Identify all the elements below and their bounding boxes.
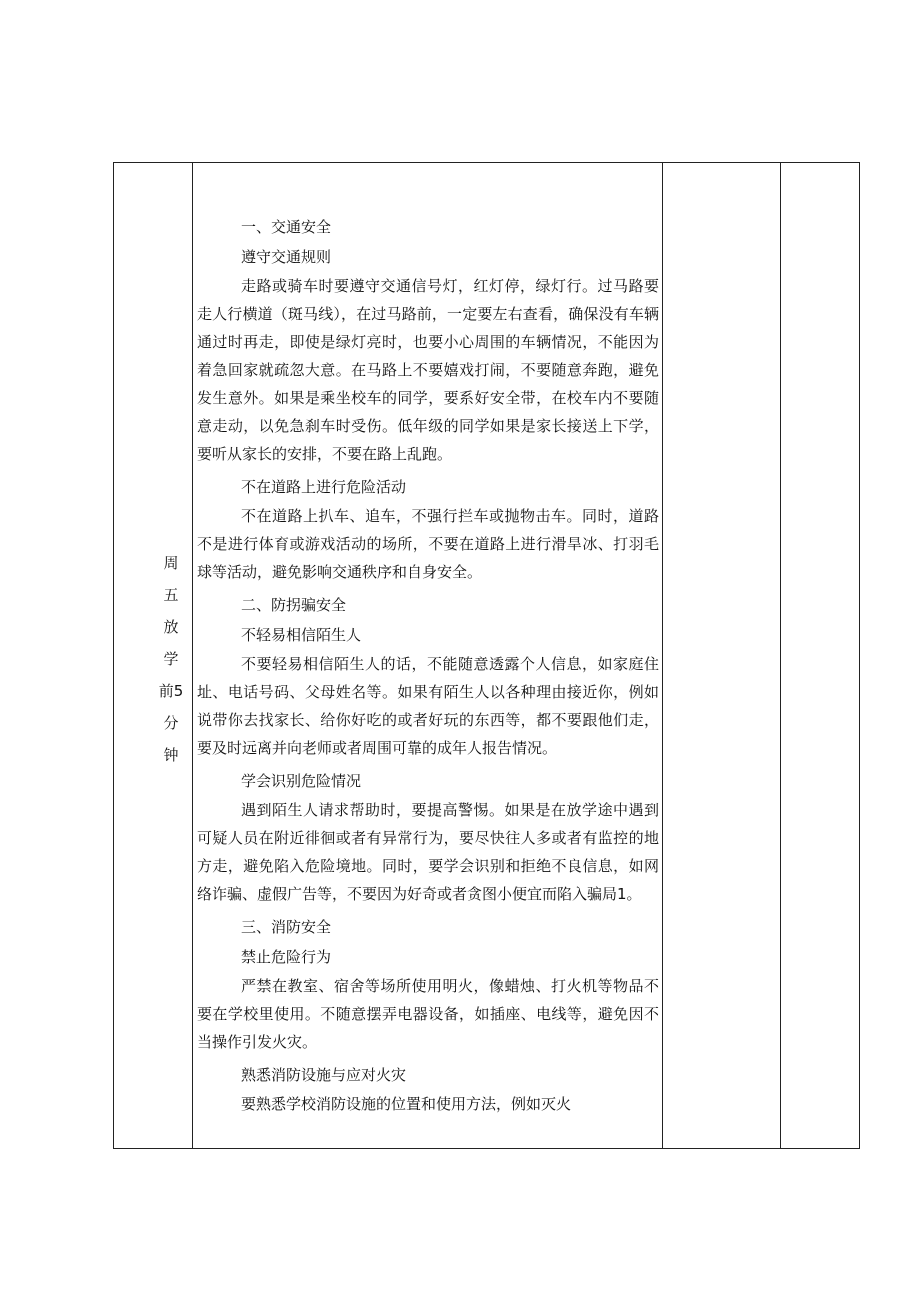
time-label (151, 547, 191, 771)
time-label-char: 前5 (158, 682, 184, 700)
section-heading: 禁止危险行为 (241, 948, 332, 966)
paragraph: 走路或骑车时要遵守交通信号灯，红灯停，绿灯行。过马路要走人行横道（斑马线），在过马路前，一定要左右查看，确保没有车辆通过时再走，即使是绿灯亮时，也要小心周围的车辆情况，不能因为着急回家就疏忽大意。在马路上不要嬉戏打闹，不要随意奔跑，避免发生意外。如果是乘坐校车的同学，要系好安全带，在校车内不要随意走动，以免急刹车时受伤。低年级的同学如果是家长接送上下学，要听从家长的安排，不要在路上乱跑。 (197, 277, 659, 463)
paragraph: 遇到陌生人请求帮助时，要提高警惕。如果是在放学途中遇到可疑人员在附近徘徊或者有异常行为，要尽快往人多或者有监控的地方走，避免陷入危险境地。同时，要学会识别和拒绝不良信息，如网络诈骗、虚假广告等，不要因为好奇或者贪图小便宜而陷入骗局1。 (197, 801, 659, 903)
section-heading: 不轻易相信陌生人 (241, 626, 362, 644)
column-divider (662, 163, 663, 1148)
paragraph: 严禁在教室、宿舍等场所使用明火，像蜡烛、打火机等物品不要在学校里使用。不随意摆弄电器设备，如插座、电线等，避免因不当操作引发火灾。 (197, 977, 659, 1051)
lesson-content (197, 212, 659, 1122)
time-label-char: 放 (163, 618, 179, 636)
time-label-char: 钟 (163, 746, 179, 764)
time-label-char: 五 (163, 586, 179, 604)
column-divider (780, 163, 781, 1148)
section-heading: 熟悉消防设施与应对火灾 (241, 1066, 407, 1084)
section-heading: 不在道路上进行危险活动 (241, 478, 407, 496)
section-heading: 学会识别危险情况 (241, 772, 362, 790)
section-heading: 一、交通安全 (241, 218, 332, 236)
paragraph: 不要轻易相信陌生人的话，不能随意透露个人信息，如家庭住址、电话号码、父母姓名等。如果有陌生人以各种理由接近你，例如说带你去找家长、给你好吃的或者好玩的东西等，都不要跟他们走，要及时远离并向老师或者周围可靠的成年人报告情况。 (197, 655, 659, 757)
section-heading: 三、消防安全 (241, 918, 332, 936)
paragraph: 不在道路上扒车、追车，不强行拦车或抛物击车。同时，道路不是进行体育或游戏活动的场所，不要在道路上进行滑旱冰、打羽毛球等活动，避免影响交通秩序和自身安全。 (197, 507, 659, 581)
section-heading: 遵守交通规则 (241, 248, 332, 266)
paragraph: 要熟悉学校消防设施的位置和使用方法，例如灭火 (241, 1095, 572, 1113)
time-label-char: 周 (163, 554, 179, 572)
column-divider (192, 163, 193, 1148)
time-label-char: 分 (163, 714, 179, 732)
section-heading: 二、防拐骗安全 (241, 596, 347, 614)
time-label-char: 学 (163, 650, 179, 668)
